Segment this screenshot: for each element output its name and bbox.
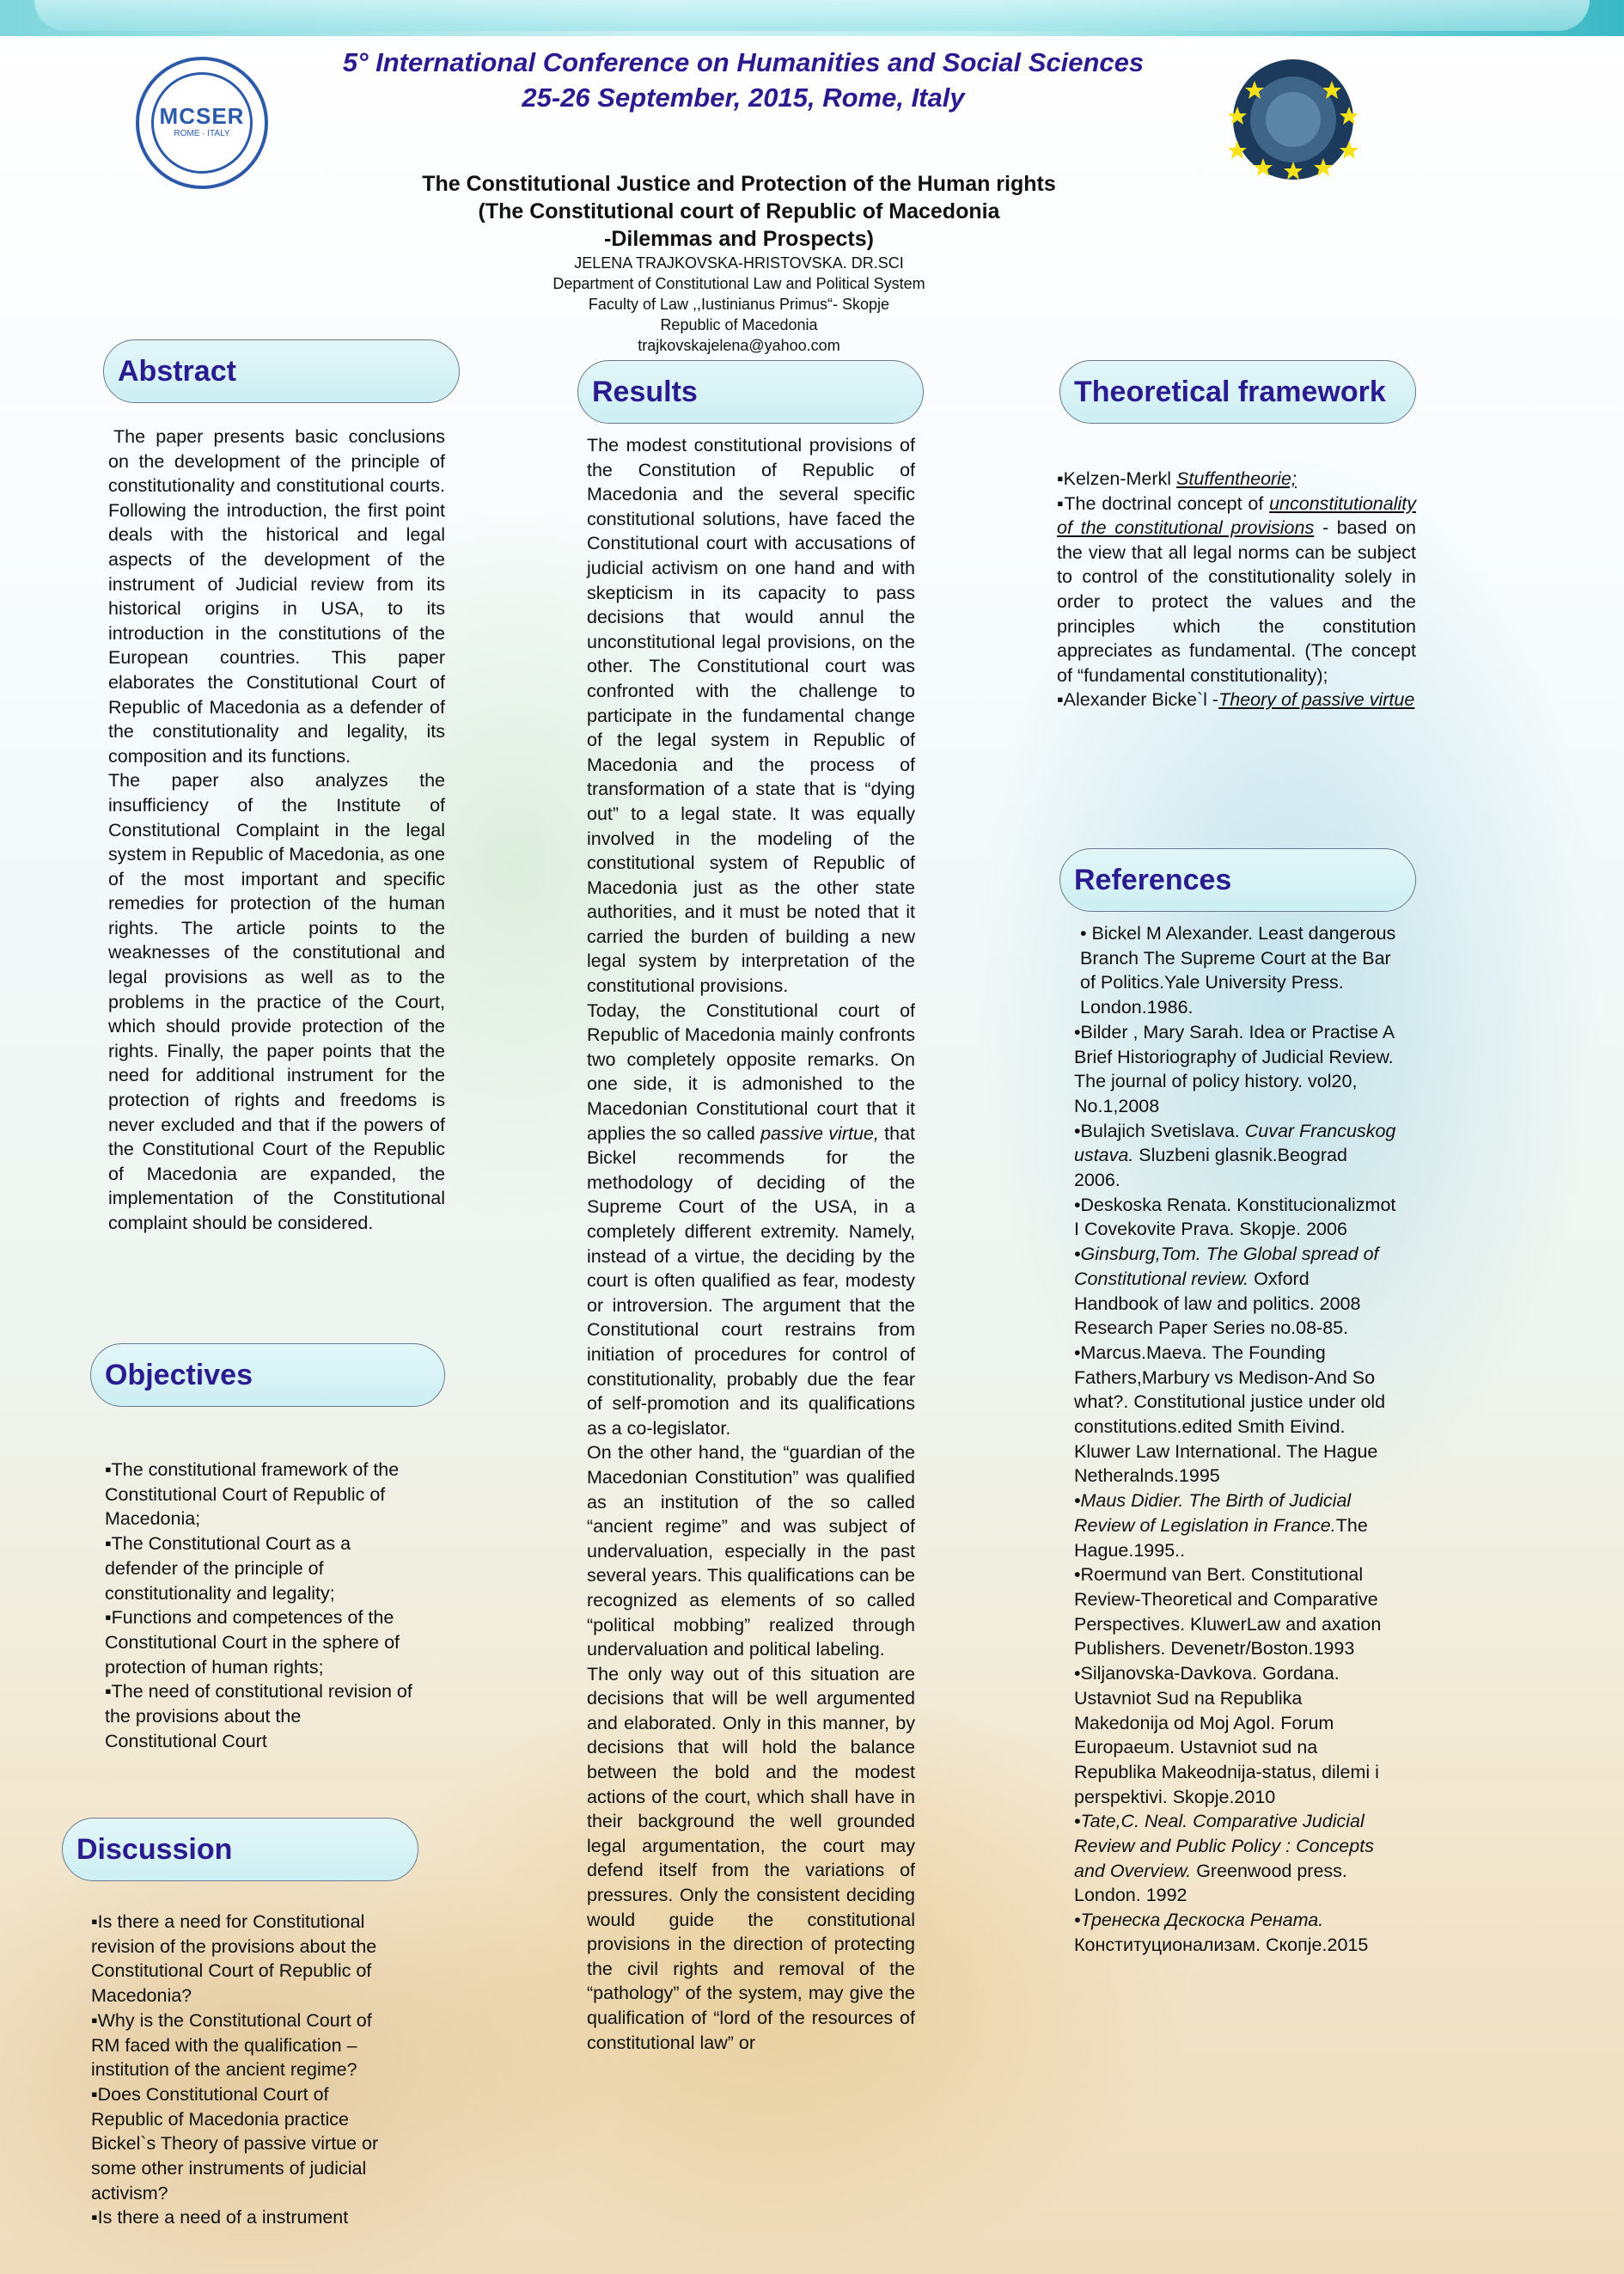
references-heading: References <box>1059 848 1416 912</box>
abstract-heading: Abstract <box>103 339 460 403</box>
reference-item: •Deskoska Renata. Konstitucionalizmot I Covekovite Prava. Skopje. 2006 <box>1074 1194 1396 1240</box>
results-paragraph-2 <box>587 999 915 1441</box>
theory-item-2 <box>1057 492 1416 688</box>
results-heading: Results <box>577 360 924 424</box>
theory-item-2-label: ▪The doctrinal concept of <box>1057 492 1270 514</box>
reference-title: •Ginsburg,Tom. The Global spread of Constitutional review. <box>1074 1244 1379 1289</box>
reference-publisher: The Hague.1995.. <box>1074 1514 1368 1561</box>
reference-item <box>1074 1119 1396 1193</box>
reference-publisher: Sluzbeni glasnik.Beograd 2006. <box>1074 1145 1347 1191</box>
discussion-item: ▪Does Constitutional Court of Republic of Macedonia practice Bickel`s Theory of passive virtue or some other instruments of judicial activism? <box>91 2083 379 2204</box>
discussion-item: ▪Is there a need for Constitutional revision of the provisions about the Constitutional Court of Republic of Macedonia? <box>91 1911 377 2007</box>
passive-virtue-term: passive virtue, <box>760 1122 879 1144</box>
passive-virtue-theory-term: Theory of passive virtue <box>1218 689 1415 711</box>
reference-item: •Marcus.Maeva. The Founding Fathers,Marbury vs Medison-And So what?. Constitutional justice under old constitutions.edited Smith Eivind. Kluwer Law International. The Hague Netheralnds.1995 <box>1074 1342 1386 1487</box>
references-list <box>1074 921 1396 1958</box>
objective-item: ▪The need of constitutional revision of the provisions about the Constitutional Court <box>105 1681 412 1751</box>
author-country: Republic of Macedonia <box>660 316 818 333</box>
paper-title-block <box>344 170 1134 356</box>
mcser-logo <box>136 57 268 189</box>
reference-item <box>1074 1242 1396 1341</box>
abstract-paragraph-2: The paper also analyzes the insufficiency of the Institute of Constitutional Complaint in the legal system in Republic of Macedonia, as one of the most important and specific remedies for protection of the human rights. The article points to the weaknesses of the constitutional and legal provisions as well as to the problems in the practice of the Court, which should provide protection of the rights. Finally, the paper points that the need for additional instrument for the protection of rights and freedoms is never excluded and that if the powers of the Constitutional Court of the Republic of Macedonia are expanded, the implementation of the Constitutional complaint should be considered. <box>108 770 445 1233</box>
theory-item-1 <box>1057 467 1416 492</box>
objective-item: ▪Functions and competences of the Constitutional Court in the sphere of protection of human rights; <box>105 1607 400 1678</box>
reference-author: •Bulajich Svetislava. <box>1074 1120 1245 1141</box>
results-paragraph-3: On the other hand, the “guardian of the Macedonian Constitution” was qualified as an institution of the so called “ancient regime” and was subject of undervaluation, especially in the past several years. This qualifications can be recognized as elements of so called “political mobbing” realized through undervaluation and political labeling. <box>587 1442 915 1660</box>
reference-title: •Maus Didier. The Birth of Judicial Review of Legislation in France. <box>1074 1490 1352 1536</box>
author-department: Department of Constitutional Law and Political System <box>553 275 925 292</box>
unconstitutionality-term: unconstitutionality of the constitutional provisions <box>1057 492 1416 539</box>
conference-header <box>275 45 1212 115</box>
objective-item: ▪The Constitutional Court as a defender of the principle of constitutionality and legality; <box>105 1533 351 1604</box>
reference-publisher: Oxford Handbook of law and politics. 2008 Research Paper Series no.08-85. <box>1074 1268 1361 1339</box>
mcser-logo-subtext: ROME · ITALY <box>174 129 230 138</box>
results-paragraph-2-start: Today, the Constitutional court of Republic of Macedonia mainly confronts two completely opposite remarks. On one side, it is admonished to the Macedonian Constitutional court that it applies the so called <box>587 999 915 1144</box>
title-line-1: The Constitutional Justice and Protection of the Human rights <box>422 172 1056 196</box>
theory-item-1-label: ▪Kelzen-Merkl <box>1057 468 1177 489</box>
author-faculty: Faculty of Law ,,Iustinianus Primus“- Skopje <box>588 296 890 313</box>
author-name: JELENA TRAJKOVSKA-HRISTOVSKA. DR.SCI <box>574 254 904 272</box>
results-paragraph-2-end: that Bickel recommends for the methodology of deciding of the Supreme Court of the USA, in a completely different extremity. Namely, instead of a virtue, the deciding by the court is often qualified as fear, modesty or introversion. The argument that the Constitutional court restrains from initiation of procedures for control of constitutionality, probably due the fear of self-promotion and its qualifications as a co-legislator. <box>587 1122 916 1439</box>
abstract-paragraph-1: The paper presents basic conclusions on the development of the principle of constitutionality and constitutional courts. Following the introduction, the first point deals with the historical and legal aspects of the development of the instrument of Judicial review from its historical origins in USA, to its introduction in the constitutions of the European countries. This paper elaborates the Constitutional Court of Republic of Macedonia as a defender of the constitutionality and legality, its composition and its functions. <box>108 426 445 767</box>
objectives-heading: Objectives <box>90 1343 445 1407</box>
theoretical-framework-text <box>1057 467 1416 712</box>
reference-item <box>1074 1908 1396 1957</box>
results-text <box>587 433 915 2055</box>
results-paragraph-1: The modest constitutional provisions of the Constitution of Republic of Macedonia and the several specific constitutional solutions, have faced the Constitutional court with accusations of judicial activism on one hand and with skepticism in its capacity to pass decisions that would annul the unconstitutional legal provisions, on the other. The Constitutional court was confronted with the challenge to participate in the fundamental change of the legal system in Republic of Macedonia and the process of transformation of a state that is “dying out” to a legal state. It was equally involved in the modeling of the constitutional system of Republic of Macedonia just as the other state authorities, and it must be noted that it carried the burden of building a new legal system by interpretation of the constitutional provisions. <box>587 435 915 997</box>
reference-item: •Siljanovska-Davkova. Gordana. Ustavniot Sud na Republika Makedonija od Moj Agol. Forum Europaeum. Ustavniot sud na Republika Makeodnija-status, dilemi i perspektivi. Skopje.2010 <box>1074 1663 1379 1807</box>
reference-item <box>1074 1809 1396 1908</box>
objectives-list <box>105 1458 414 1753</box>
reference-author: •Тренеска Дескоска Рената. <box>1074 1910 1324 1931</box>
results-paragraph-4: The only way out of this situation are decisions that will be well argumented and elaborated. Only in this manner, by decisions that will hold the balance between the bold and the modest actions of the court, which shall have in their background the well grounded legal argumentation, the court may defend itself from the variations of pressures. Only the consistent deciding would guide the constitutional provisions in the direction of protecting the civil rights and removal of the “pathology” of the system, may give the qualification of “lord of the resources of constitutional law” or <box>587 1663 915 2053</box>
mcser-logo-text: MCSER <box>159 103 245 129</box>
reference-title: •Tate,C. Neal. Comparative Judicial Review and Public Policy : Concepts and Overview. <box>1074 1811 1374 1881</box>
objective-item: ▪The constitutional framework of the Constitutional Court of Republic of Macedonia; <box>105 1459 400 1530</box>
discussion-heading: Discussion <box>62 1818 418 1881</box>
theory-item-2-text: - based on the view that all legal norms can be subject to control of the constitutionality solely in order to protect the values and the principles which the constitution appreciates as fundamental. (The concept of “fundamental constitutionality); <box>1057 517 1417 686</box>
theoretical-framework-heading: Theoretical framework <box>1059 360 1416 424</box>
author-email: trajkovskajelena@yahoo.com <box>638 337 840 354</box>
conference-name: 5° International Conference on Humanities and Social Sciences <box>342 47 1145 77</box>
theory-item-3 <box>1057 688 1416 712</box>
top-banner-highlight <box>34 0 1590 31</box>
abstract-text <box>108 425 445 1236</box>
reference-item <box>1074 1488 1396 1562</box>
reference-title: Cuvar Francuskog ustava. <box>1074 1120 1396 1166</box>
title-line-3: -Dilemmas and Prospects) <box>604 227 874 251</box>
discussion-item: ▪Why is the Constitutional Court of RM faced with the qualification – institution of the ancient regime? <box>91 2009 372 2081</box>
reference-item: •Roermund van Bert. Constitutional Review-Theoretical and Comparative Perspectives. KluwerLaw and axation Publishers. Devenetr/Boston.1993 <box>1074 1564 1382 1660</box>
stuffentheorie-term: Stuffentheorie; <box>1176 468 1297 489</box>
reference-title: Конституционализам. Скопје.2015 <box>1074 1934 1369 1955</box>
top-banner <box>0 0 1624 36</box>
eu-emblem-logo <box>1220 55 1366 184</box>
reference-publisher: Greenwood press. London. 1992 <box>1074 1860 1347 1906</box>
discussion-list <box>91 1910 392 2230</box>
discussion-item: ▪Is there a need of a instrument <box>91 2207 349 2228</box>
title-line-2: (The Constitutional court of Republic of Macedonia <box>478 199 1000 223</box>
conference-date: 25-26 September, 2015, Rome, Italy <box>522 83 965 113</box>
theory-item-3-label: ▪Alexander Bicke`l - <box>1057 689 1219 711</box>
reference-item: •Bilder , Mary Sarah. Idea or Practise A Brief Historiography of Judicial Review. The journal of policy history. vol20, No.1,2008 <box>1074 1021 1394 1116</box>
reference-item: • Bickel M Alexander. Least dangerous Branch The Supreme Court at the Bar of Politics.Yale University Press. London.1986. <box>1080 923 1396 1018</box>
